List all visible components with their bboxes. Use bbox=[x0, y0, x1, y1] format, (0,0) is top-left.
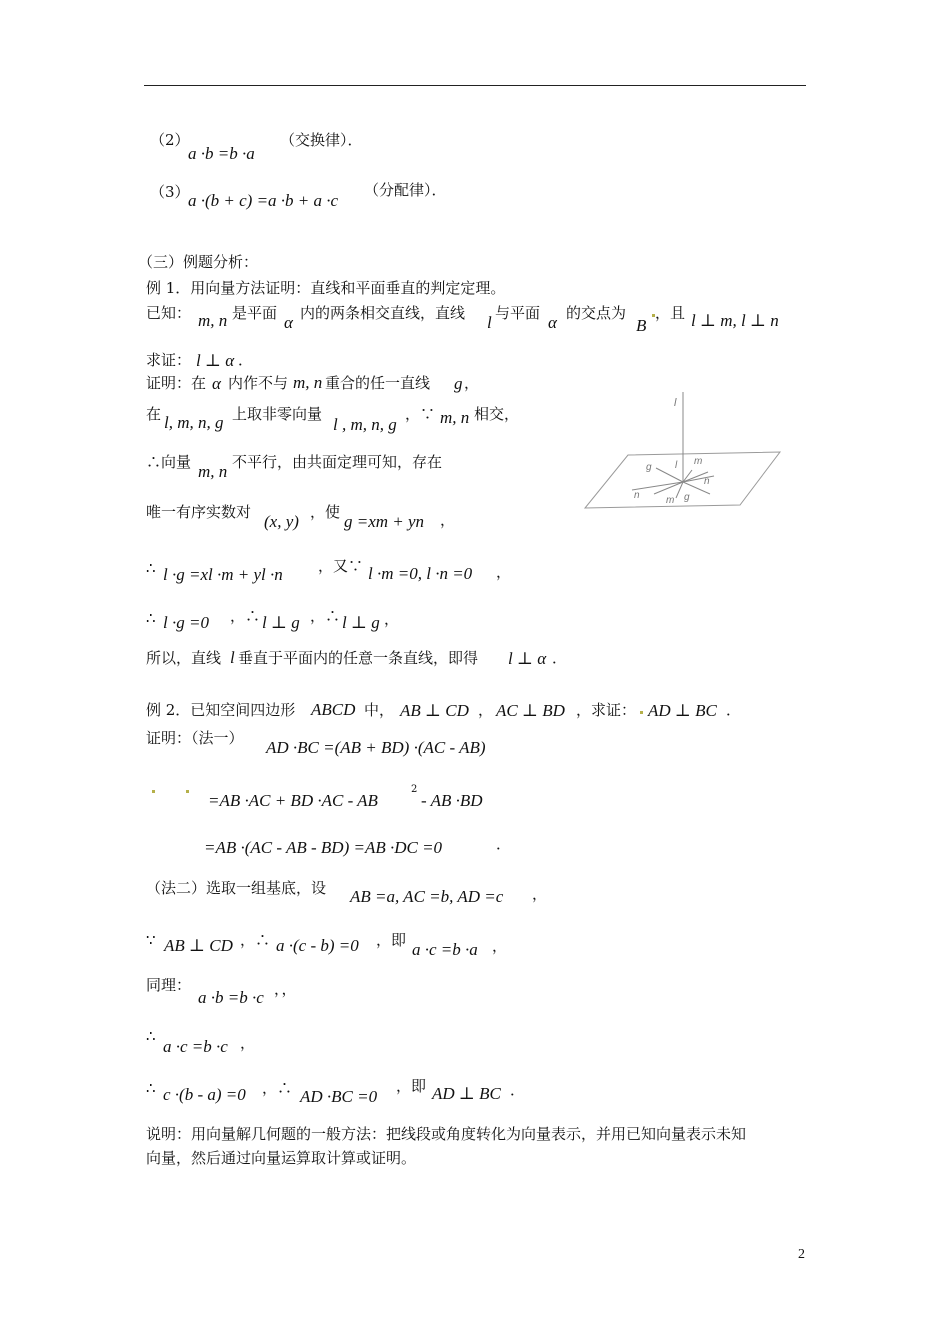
fig-label-l: l bbox=[675, 460, 678, 471]
ex2-r4-d: ． bbox=[510, 1081, 526, 1099]
note-line1: 说明：用向量解几何题的一般方法：把线段或角度转化为向量表示，并用已知向量表示未知 bbox=[146, 1125, 747, 1143]
ex1-given-t4: 的交点为 bbox=[566, 304, 627, 322]
law3-note: （分配律）． bbox=[364, 181, 447, 199]
header-rule bbox=[144, 85, 806, 86]
line-g bbox=[656, 468, 683, 482]
ex2-method1-label: 证明：（法一） bbox=[146, 729, 244, 747]
ex2-abcd: ABCD bbox=[311, 700, 356, 719]
proof-line6-eq3: l ⊥ g bbox=[342, 613, 380, 632]
ex2-r2-eq: a ·b =b ·c bbox=[198, 988, 264, 1007]
ex2-r3-a: ∴ bbox=[146, 1027, 156, 1045]
ex2-title-b: 中， bbox=[364, 701, 395, 719]
ex2-method1-line2a: =AB ·AC + BD ·AC - AB bbox=[208, 791, 378, 810]
proof-line3-b: 不平行，由共面定理可知，存在 bbox=[232, 453, 443, 471]
law2-note: （交换律）． bbox=[280, 131, 363, 149]
proof-line6-b: ，∴ bbox=[230, 607, 261, 625]
ex1-given-t2: 内的两条相交直线，直线 bbox=[300, 304, 466, 322]
ex2-method1-line3-end: ． bbox=[496, 835, 512, 853]
ex2-method1-line2-sup: 2 bbox=[411, 784, 418, 795]
ex2-method1-line3: =AB ·(AC - AB - BD) =AB ·DC =0 bbox=[204, 838, 443, 857]
proof-line2-b: 上取非零向量 bbox=[232, 405, 323, 423]
proof-line4-eq: g =xm + yn bbox=[344, 512, 425, 531]
ex2-r4-eq2: AD ·BC =0 bbox=[300, 1087, 378, 1106]
proof-line6-eq2: l ⊥ g bbox=[262, 613, 300, 632]
ex2-r3-b: ， bbox=[240, 1034, 256, 1052]
proof-line5-eq: l ·g =xl ·m + yl ·n bbox=[163, 565, 283, 584]
ex2-goal: AD ⊥ BC bbox=[648, 701, 717, 720]
ex2-title-e: ． bbox=[726, 701, 742, 719]
proof-line7-l: l bbox=[230, 648, 235, 667]
note-line2: 向量，然后通过向量运算取计算或证明。 bbox=[146, 1149, 417, 1167]
ex2-r3-eq: a ·c =b ·c bbox=[163, 1037, 228, 1056]
ex2-method2-basis-end: ， bbox=[532, 885, 548, 903]
ex2-method1-line1: AD ·BC =(AB + BD) ·(AC - AB) bbox=[266, 738, 486, 757]
ex2-method2-basis: AB =a, AC =b, AD =c bbox=[350, 887, 504, 906]
ex1-given-alpha: α bbox=[284, 313, 293, 332]
proof-line7-b: 垂直于平面内的任意一条直线，即得 bbox=[238, 649, 479, 667]
proof-line6-c: ，∴ bbox=[310, 607, 341, 625]
ex2-method1-line2b: - AB ·BD bbox=[421, 791, 483, 810]
ex1-prove-expr: l ⊥ α bbox=[196, 351, 235, 370]
ex1-prove-end: ． bbox=[238, 351, 254, 369]
proof-line4-b: ，使 bbox=[310, 503, 341, 521]
fig-label-m: m bbox=[694, 456, 703, 467]
proof-line1-b: 内作不与 bbox=[228, 374, 289, 392]
ex2-r1-a: ∵ bbox=[146, 931, 156, 949]
fig-label-m-bottom: m bbox=[666, 495, 675, 506]
fig-label-n-right: n bbox=[704, 476, 710, 487]
proof-line6-a: ∴ bbox=[146, 609, 156, 627]
proof-line6-eq1: l ·g =0 bbox=[163, 613, 209, 632]
ex2-title-d: ，求证： bbox=[576, 701, 637, 719]
ex1-prove-prefix: 求证： bbox=[146, 351, 192, 369]
proof-line2-c: ，∵ bbox=[405, 405, 436, 423]
ex2-title-a: 例 2．已知空间四边形 bbox=[146, 701, 296, 719]
proof-line2-lmng: l, m, n, g bbox=[164, 413, 224, 432]
ex2-r1-eq1: AB ⊥ CD bbox=[164, 936, 233, 955]
page-number: 2 bbox=[798, 1247, 805, 1262]
proof-line2-a: 在 bbox=[146, 405, 162, 423]
ex2-r4-eq1: c ·(b - a) =0 bbox=[163, 1085, 246, 1104]
proof-line3-a: ∴向量 bbox=[146, 453, 192, 471]
proof-line2-mn: m, n bbox=[440, 408, 470, 427]
proof-line1-c: 重合的任一直线 bbox=[325, 374, 431, 392]
proof-line1-a: 证明：在 bbox=[146, 374, 207, 392]
proof-line4-c: ， bbox=[440, 511, 456, 529]
fig-label-n-left: n bbox=[634, 490, 640, 501]
law3-expr: a ·(b + c) =a ·b + a ·c bbox=[188, 191, 339, 210]
ex1-given-mn: m, n bbox=[198, 311, 228, 330]
proof-line1-alpha: α bbox=[212, 374, 221, 393]
proof-line1-d: ， bbox=[464, 374, 480, 392]
fig-label-l-top: l bbox=[674, 397, 677, 409]
ex1-title: 例 1．用向量方法证明：直线和平面垂直的判定定理。 bbox=[146, 279, 506, 297]
line-n bbox=[632, 482, 683, 490]
stray-dot bbox=[186, 790, 189, 793]
ex1-given-l: l bbox=[487, 313, 492, 332]
ex2-r1-c: ，即 bbox=[376, 931, 407, 949]
ex2-r1-b: ，∴ bbox=[240, 931, 271, 949]
ex2-cond1: AB ⊥ CD bbox=[400, 701, 469, 720]
proof-line4-a: 唯一有序实数对 bbox=[146, 503, 252, 521]
ex1-given-t5: ，且 bbox=[655, 304, 686, 322]
ex1-given-prefix: 已知： bbox=[146, 304, 192, 322]
proof-line5-b: ，又∵ bbox=[318, 557, 364, 575]
proof-line7-c: ． bbox=[552, 649, 568, 667]
ex1-given-B: B bbox=[636, 316, 647, 335]
section-title: （三）例题分析： bbox=[138, 253, 259, 271]
ex1-given-t3: 与平面 bbox=[495, 304, 541, 322]
ex1-given-alpha2: α bbox=[548, 313, 557, 332]
ex2-r4-b: ，∴ bbox=[262, 1079, 293, 1097]
proof-line2-vec: l , m, n, g bbox=[333, 415, 397, 434]
proof-line1-mn: m, n bbox=[293, 373, 323, 392]
ex2-r1-eq3: a ·c =b ·a bbox=[412, 940, 478, 959]
proof-line5-eq2: l ·m =0, l ·n =0 bbox=[368, 564, 473, 583]
proof-line3-mn: m, n bbox=[198, 462, 228, 481]
ex2-method2-label: （法二）选取一组基底，设 bbox=[146, 879, 327, 897]
ex1-given-t1: 是平面 bbox=[232, 304, 278, 322]
proof-line7-eq: l ⊥ α bbox=[508, 649, 547, 668]
stray-dot bbox=[152, 790, 155, 793]
fig-label-g-bottom: g bbox=[684, 492, 690, 503]
fig-label-g: g bbox=[646, 462, 652, 473]
law2-expr: a ·b =b ·a bbox=[188, 144, 255, 163]
proof-line7-a: 所以，直线 bbox=[146, 649, 222, 667]
ex2-r4-eq3: AD ⊥ BC bbox=[432, 1084, 501, 1103]
ex1-given-cond: l ⊥ m, l ⊥ n bbox=[691, 311, 779, 330]
ex2-cond2: AC ⊥ BD bbox=[496, 701, 565, 720]
proof-line5-a: ∴ bbox=[146, 559, 156, 577]
ex2-r2-b: ，， bbox=[274, 980, 297, 998]
ex2-r1-eq2: a ·(c - b) =0 bbox=[276, 936, 359, 955]
law3-number: （3） bbox=[150, 183, 190, 201]
ex2-r1-d: ， bbox=[492, 937, 508, 955]
proof-line4-xy: (x, y) bbox=[264, 512, 299, 531]
proof-line6-d: ， bbox=[384, 610, 400, 628]
stray-dot bbox=[640, 711, 643, 714]
ex2-r4-c: ，即 bbox=[396, 1077, 427, 1095]
proof-line1-g: g bbox=[454, 374, 463, 393]
ex2-r4-a: ∴ bbox=[146, 1079, 156, 1097]
law2-number: （2） bbox=[150, 131, 190, 149]
proof-line5-c: ， bbox=[496, 563, 512, 581]
ex2-title-c: ， bbox=[478, 701, 494, 719]
plane-figure bbox=[580, 390, 786, 510]
ex2-r2-a: 同理： bbox=[146, 976, 192, 994]
proof-line2-d: 相交， bbox=[474, 405, 520, 423]
